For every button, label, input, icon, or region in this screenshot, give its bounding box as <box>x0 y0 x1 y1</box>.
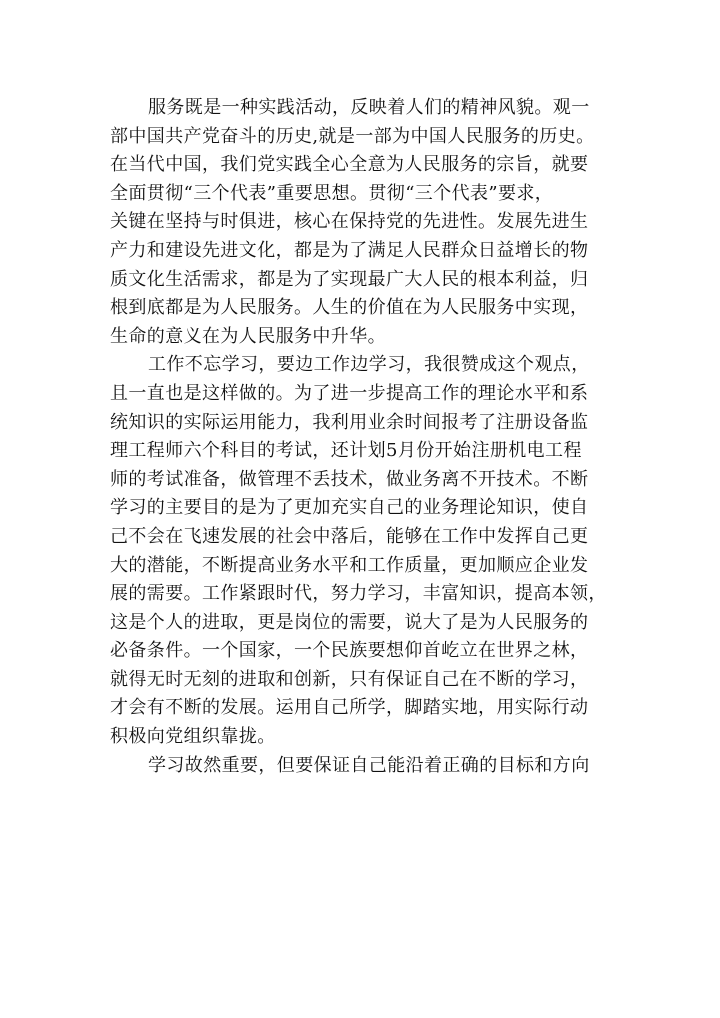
paragraph-2 <box>110 351 630 751</box>
text-line: 学习故然重要，但要保证自己能沿着正确的目标和方向 <box>148 754 590 776</box>
text-line: 积极向党组织靠拢。 <box>110 726 276 748</box>
text-line: 就得无时无刻的进取和创新，只有保证自己在不断的学习， <box>110 668 589 690</box>
text-line: 展的需要。工作紧跟时代，努力学习，丰富知识，提高本领， <box>110 583 607 605</box>
text-line: 大的潜能，不断提高业务水平和工作质量，更加顺应企业发 <box>110 554 589 576</box>
text-line: 根到底都是为人民服务。人生的价值在为人民服务中实现， <box>110 297 589 319</box>
paragraph-1 <box>110 94 630 351</box>
text-line: 且一直也是这样做的。为了进一步提高工作的理论水平和系 <box>110 382 589 404</box>
text-line: 这是个人的进取，更是岗位的需要，说大了是为人民服务的 <box>110 611 589 633</box>
text-line: 己不会在飞速发展的社会中落后，能够在工作中发挥自己更 <box>110 525 589 547</box>
document-body <box>110 94 630 780</box>
text-line: 理工程师六个科目的考试，还计划5月份开始注册机电工程 <box>110 440 582 462</box>
text-line: 师的考试准备，做管理不丢技术，做业务离不开技术。不断 <box>110 468 589 490</box>
text-line: 在当代中国，我们党实践全心全意为人民服务的宗旨，就要 <box>110 154 589 176</box>
text-line: 产力和建设先进文化，都是为了满足人民群众日益增长的物 <box>110 239 589 261</box>
text-line: 生命的意义在为人民服务中升华。 <box>110 325 386 347</box>
text-line: 工作不忘学习，要边工作边学习，我很赞成这个观点， <box>148 354 590 376</box>
text-line: 学习的主要目的是为了更加充实自己的业务理论知识，使自 <box>110 497 589 519</box>
text-line: 全面贯彻“三个代表”重要思想。贯彻“三个代表”要求， <box>110 182 554 204</box>
paragraph-3 <box>110 752 630 781</box>
text-line: 质文化生活需求，都是为了实现最广大人民的根本利益，归 <box>110 268 589 290</box>
text-line: 关键在坚持与时俱进，核心在保持党的先进性。发展先进生 <box>110 211 589 233</box>
text-line: 统知识的实际运用能力，我利用业余时间报考了注册设备监 <box>110 411 589 433</box>
text-line: 部中国共产党奋斗的历史,就是一部为中国人民服务的历史。 <box>110 125 595 147</box>
text-line: 才会有不断的发展。运用自己所学，脚踏实地，用实际行动 <box>110 697 589 719</box>
text-line: 必备条件。一个国家，一个民族要想仰首屹立在世界之林， <box>110 640 589 662</box>
text-line: 服务既是一种实践活动，反映着人们的精神风貌。观一 <box>148 97 590 118</box>
